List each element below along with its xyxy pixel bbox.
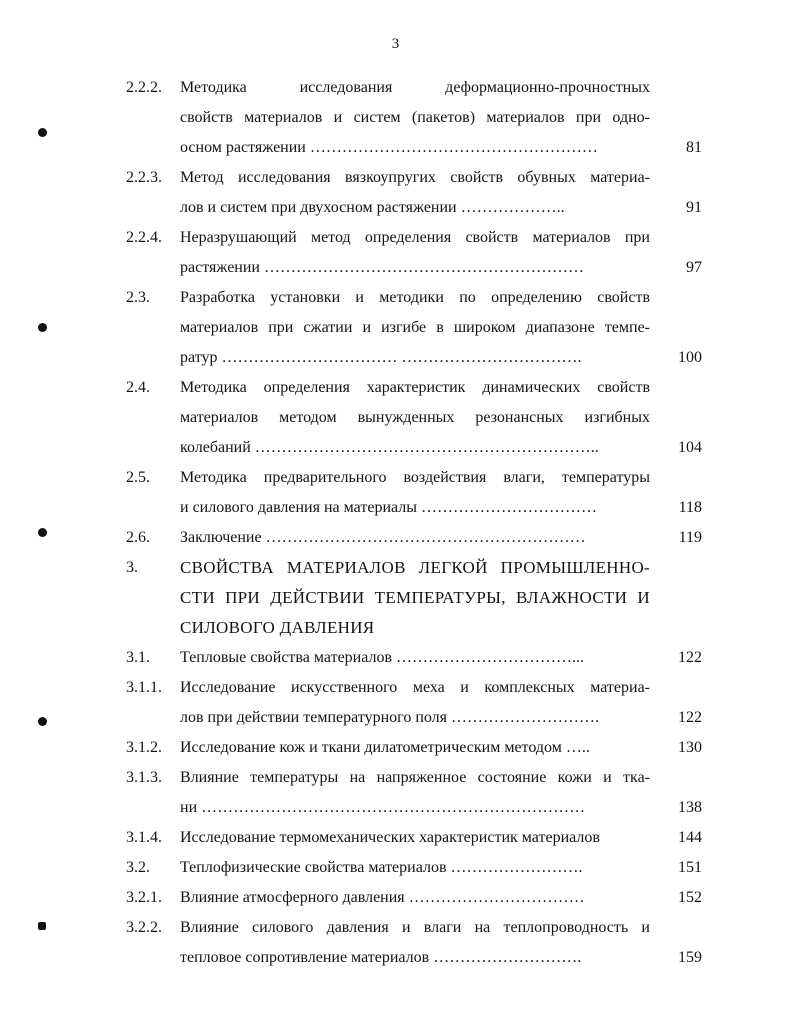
toc-entry-title-line: Исследование искусственного меха и комплексных материа- — [180, 679, 650, 696]
toc-entry-line-row — [0, 613, 791, 643]
toc-entry-page: 81 — [686, 139, 702, 156]
toc-entry-number: 2.5. — [126, 469, 150, 486]
toc-entry-line-row — [0, 73, 791, 103]
toc-entry-line-row — [0, 103, 791, 133]
toc-entry-page: 151 — [678, 859, 702, 876]
toc-entry-page: 119 — [678, 529, 702, 546]
toc-entry-title-line: Неразрушающий метод определения свойств материалов при — [180, 229, 650, 246]
toc-entry-line-row — [0, 823, 791, 853]
toc-entry-line-row — [0, 493, 791, 523]
toc-entry-number: 2.2.3. — [126, 169, 162, 186]
toc-entry-number: 3.1.4. — [126, 829, 162, 846]
toc-entry-page: 144 — [678, 829, 702, 846]
toc-entry-title-line: Влияние силового давления и влаги на теплопроводность и — [180, 919, 650, 936]
toc-entry-line-row — [0, 703, 791, 733]
toc-entry-line-row — [0, 163, 791, 193]
toc-entry-title-line: растяжении …………………………………………………… — [180, 259, 584, 276]
toc-entry-page: 118 — [678, 499, 702, 516]
toc-entry-page: 130 — [678, 739, 702, 756]
toc-entry-number: 2.6. — [126, 529, 150, 546]
toc-entry-page: 159 — [678, 949, 702, 966]
toc-entry-page: 91 — [686, 199, 702, 216]
toc-entry-number: 3.1. — [126, 649, 150, 666]
toc-entry-number: 2.3. — [126, 289, 150, 306]
toc-entry-page: 152 — [678, 889, 702, 906]
toc-entry-title-line: осном растяжении ……………………………………………… — [180, 139, 598, 156]
toc-entry-line-row — [0, 193, 791, 223]
toc-entry-line-row — [0, 283, 791, 313]
toc-entry-title-line: материалов методом вынужденных резонансных изгибных — [180, 409, 650, 426]
toc-entry-number: 2.2.4. — [126, 229, 162, 246]
toc-entry-number: 3.2.2. — [126, 919, 162, 936]
toc-entry-page: 122 — [678, 649, 702, 666]
toc-entry-number: 3.2. — [126, 859, 150, 876]
toc-entry-number: 3. — [126, 559, 138, 576]
toc-entry-title-line: Влияние атмосферного давления …………………………… — [180, 889, 585, 906]
toc-entry-line-row — [0, 733, 791, 763]
toc-entry-line-row — [0, 133, 791, 163]
toc-entry-page: 104 — [678, 439, 702, 456]
toc-entry-line-row — [0, 433, 791, 463]
toc-entry-line-row — [0, 763, 791, 793]
toc-entry-line-row — [0, 343, 791, 373]
toc-entry-title-line: тепловое сопротивление материалов ………………………. — [180, 949, 582, 966]
punch-hole-mark — [38, 717, 47, 726]
toc-entry-title-line: ратур …………………………… ……………………………. — [180, 349, 582, 366]
toc-entry-number: 3.1.1. — [126, 679, 162, 696]
toc-entry-title-line: Исследование кож и ткани дилатометрическим методом ….. — [180, 739, 590, 756]
toc-entry-title-line: СИЛОВОГО ДАВЛЕНИЯ — [180, 618, 375, 637]
toc-entry-line-row — [0, 673, 791, 703]
toc-entry-line-row — [0, 943, 791, 973]
toc-entry-line-row — [0, 223, 791, 253]
toc-entry-title-line: свойств материалов и систем (пакетов) материалов при одно- — [180, 109, 650, 126]
toc-entry-number: 2.2.2. — [126, 79, 162, 96]
toc-entry-number: 3.1.3. — [126, 769, 162, 786]
toc-entry-line-row — [0, 523, 791, 553]
toc-entry-line-row — [0, 373, 791, 403]
toc-entry-line-row — [0, 643, 791, 673]
toc-entry-line-row — [0, 913, 791, 943]
toc-entry-title-line: Методика определения характеристик динамических свойств — [180, 379, 650, 396]
toc-entry-title-line: Исследование термомеханических характеристик материалов — [180, 829, 600, 846]
toc-entry-title-line: лов при действии температурного поля ………………………. — [180, 709, 600, 726]
toc-entry-line-row — [0, 883, 791, 913]
toc-entry-title-line: Метод исследования вязкоупругих свойств обувных материа- — [180, 169, 650, 186]
punch-hole-mark — [38, 922, 46, 930]
toc-entry-title-line: Заключение …………………………………………………… — [180, 529, 586, 546]
toc-entry-line-row — [0, 403, 791, 433]
toc-entry-title-line: СТИ ПРИ ДЕЙСТВИИ ТЕМПЕРАТУРЫ, ВЛАЖНОСТИ И — [180, 588, 650, 607]
toc-entry-page: 122 — [678, 709, 702, 726]
toc-entry-line-row — [0, 463, 791, 493]
toc-entry-title-line: колебаний ……………………………………………………….. — [180, 439, 599, 456]
page-number: 3 — [391, 36, 400, 52]
toc-entry-title-line: Тепловые свойства материалов ……………………………... — [180, 649, 585, 666]
toc-entry-title-line: и силового давления на материалы …………………………… — [180, 499, 597, 516]
toc-entry-page: 138 — [678, 799, 702, 816]
toc-entry-number: 3.1.2. — [126, 739, 162, 756]
toc-entry-number: 3.2.1. — [126, 889, 162, 906]
toc-entry-line-row — [0, 253, 791, 283]
toc-entry-line-row — [0, 553, 791, 583]
toc-entry-title-line: СВОЙСТВА МАТЕРИАЛОВ ЛЕГКОЙ ПРОМЫШЛЕННО- — [180, 558, 650, 577]
toc-entry-title-line: лов и систем при двухосном растяжении ……………….. — [180, 199, 565, 216]
toc-entry-title-line: ни ……………………………………………………………… — [180, 799, 586, 816]
toc-entry-line-row — [0, 853, 791, 883]
toc-entry-line-row — [0, 583, 791, 613]
toc-entry-title-line: Методика предварительного воздействия влаги, температуры — [180, 469, 650, 486]
toc-entry-title-line: Влияние температуры на напряженное состояние кожи и тка- — [180, 769, 650, 786]
toc-entry-number: 2.4. — [126, 379, 150, 396]
toc-entry-title-line: материалов при сжатии и изгибе в широком диапазоне темпе- — [180, 319, 650, 336]
toc-entry-title-line: Разработка установки и методики по определению свойств — [180, 289, 650, 306]
toc-entry-title-line: Методика исследования деформационно-прочностных — [180, 79, 650, 96]
toc-entry-title-line: Теплофизические свойства материалов ……………………. — [180, 859, 583, 876]
toc-entry-page: 97 — [686, 259, 702, 276]
toc-entry-page: 100 — [678, 349, 702, 366]
toc-entry-line-row — [0, 793, 791, 823]
punch-hole-mark — [38, 323, 47, 332]
toc-entry-line-row — [0, 313, 791, 343]
punch-hole-mark — [38, 128, 47, 137]
punch-hole-mark — [38, 528, 47, 537]
